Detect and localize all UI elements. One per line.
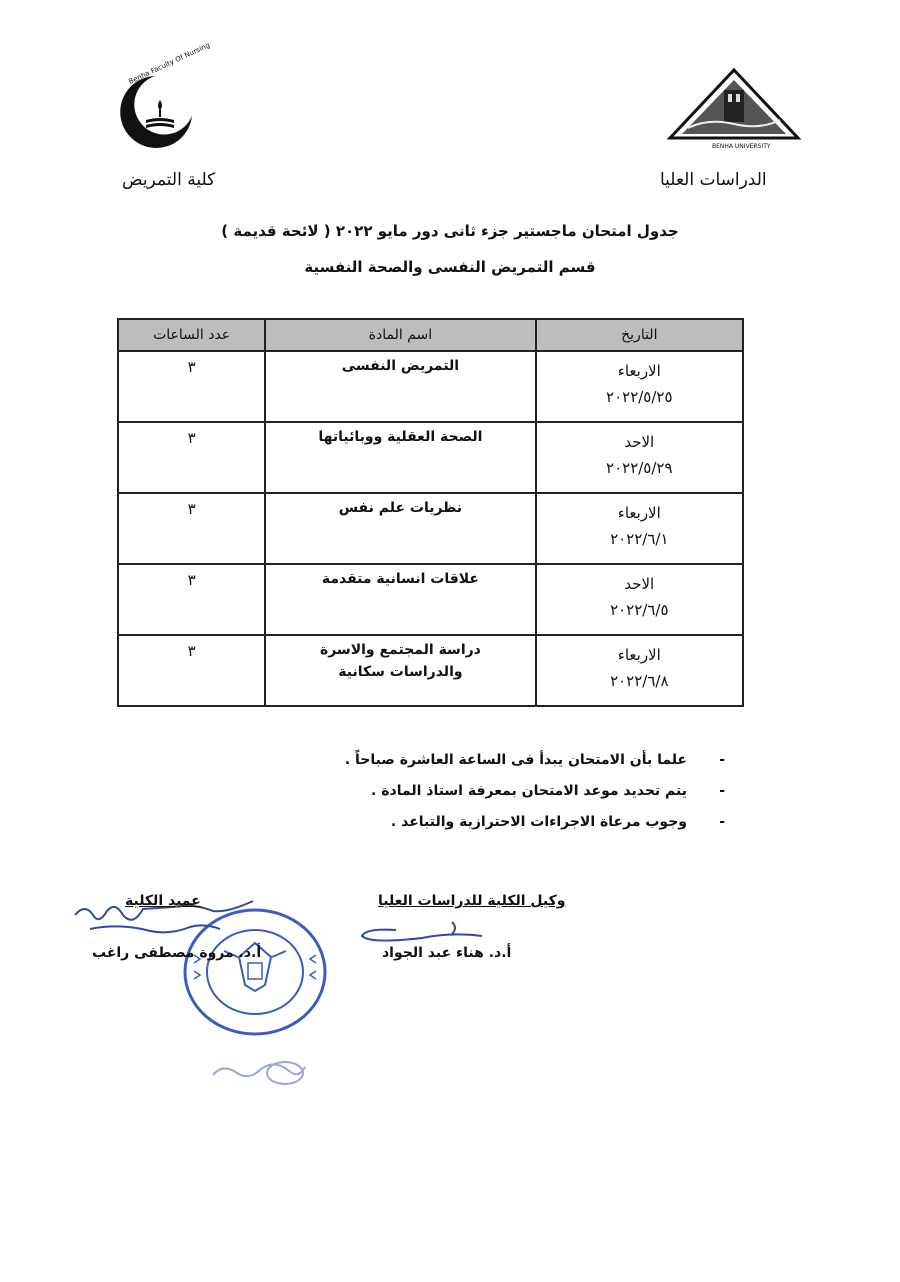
- notes-list: [345, 752, 725, 845]
- date-cell: [536, 351, 743, 422]
- nursing-faculty-logo: [100, 41, 212, 150]
- svg-text:Benha Faculty Of Nursing: Benha Faculty Of Nursing: [127, 41, 212, 86]
- benha-university-logo: [668, 68, 800, 152]
- date-cell: [536, 493, 743, 564]
- subject-name: التمريض النفسى: [341, 358, 460, 374]
- note-dash: -: [719, 752, 725, 768]
- note-dash: -: [719, 783, 725, 799]
- day-name: الاحد: [624, 433, 655, 451]
- table-row: [118, 422, 743, 493]
- table-row: [118, 493, 743, 564]
- note-item: [345, 752, 725, 783]
- hours-cell: [118, 493, 265, 564]
- table-row: [118, 351, 743, 422]
- col-header-date: التاريخ: [536, 319, 743, 351]
- hours-cell: [118, 564, 265, 635]
- exam-date: ٢٠٢٢/٦/٥: [610, 601, 669, 619]
- svg-text:BENHA UNIVERSITY: BENHA UNIVERSITY: [712, 143, 771, 150]
- day-name: الاربعاء: [617, 646, 661, 664]
- exam-date: ٢٠٢٢/٥/٢٥: [606, 388, 673, 406]
- hours-value: ٣: [187, 642, 196, 660]
- faculty-label: كلية التمريض: [122, 170, 216, 190]
- hours-cell: [118, 422, 265, 493]
- small-stamp: [205, 1055, 310, 1090]
- vice-dean-signature: [356, 912, 496, 944]
- vice-dean-title: وكيل الكلية للدراسات العليا: [378, 893, 566, 909]
- hours-cell: [118, 351, 265, 422]
- date-cell: [536, 635, 743, 706]
- subject-cell: [265, 493, 535, 564]
- note-text: علما بأن الامتحان يبدأ فى الساعة العاشرة صباحاً .: [344, 752, 687, 768]
- note-item: [345, 783, 725, 814]
- exam-date: ٢٠٢٢/٥/٢٩: [606, 459, 673, 477]
- day-name: الاحد: [624, 575, 655, 593]
- dean-title: عميد الكلية: [125, 893, 201, 909]
- hours-value: ٣: [187, 571, 196, 589]
- hours-value: ٣: [187, 358, 196, 376]
- page-title: جدول امتحان ماجستير جزء ثانى دور مايو ٢٠٢٢ ( لائحة قديمة ): [221, 222, 679, 240]
- date-cell: [536, 564, 743, 635]
- subject-name: دراسة المجتمع والاسرة: [319, 642, 481, 658]
- table-row: [118, 635, 743, 706]
- subject-name: نظريات علم نفس: [338, 500, 463, 516]
- department-label: الدراسات العليا: [660, 170, 767, 190]
- subject-name: الصحة العقلية ووبائياتها: [318, 429, 483, 445]
- subject-name: علاقات انسانية متقدمة: [321, 571, 479, 587]
- table-header-row: [118, 319, 743, 351]
- dean-name: أ.د. مروة مصطفى راغب: [92, 945, 262, 961]
- page-subtitle: قسم التمريض النفسى والصحة النفسية: [304, 258, 596, 276]
- exam-date: ٢٠٢٢/٦/٨: [610, 672, 669, 690]
- exam-schedule-table: [117, 318, 744, 707]
- table-row: [118, 564, 743, 635]
- note-dash: -: [719, 814, 725, 830]
- note-item: [345, 814, 725, 845]
- subject-cell: [265, 635, 535, 706]
- col-header-subject: اسم المادة: [265, 319, 535, 351]
- exam-date: ٢٠٢٢/٦/١: [610, 530, 669, 548]
- subject-cell: [265, 351, 535, 422]
- note-text: يتم تحديد موعد الامتحان بمعرفة استاذ المادة .: [371, 783, 687, 799]
- vice-dean-name: أ.د. هناء عبد الجواد: [382, 945, 512, 961]
- hours-value: ٣: [187, 500, 196, 518]
- col-header-hours: عدد الساعات: [118, 319, 265, 351]
- day-name: الاربعاء: [617, 504, 661, 522]
- note-text: وجوب مرعاة الاجراءات الاحترازية والتباعد .: [390, 814, 687, 830]
- subject-cell: [265, 564, 535, 635]
- date-cell: [536, 422, 743, 493]
- day-name: الاربعاء: [617, 362, 661, 380]
- subject-cell: [265, 422, 535, 493]
- subject-name-line2: والدراسات سكانية: [338, 664, 463, 680]
- hours-value: ٣: [187, 429, 196, 447]
- hours-cell: [118, 635, 265, 706]
